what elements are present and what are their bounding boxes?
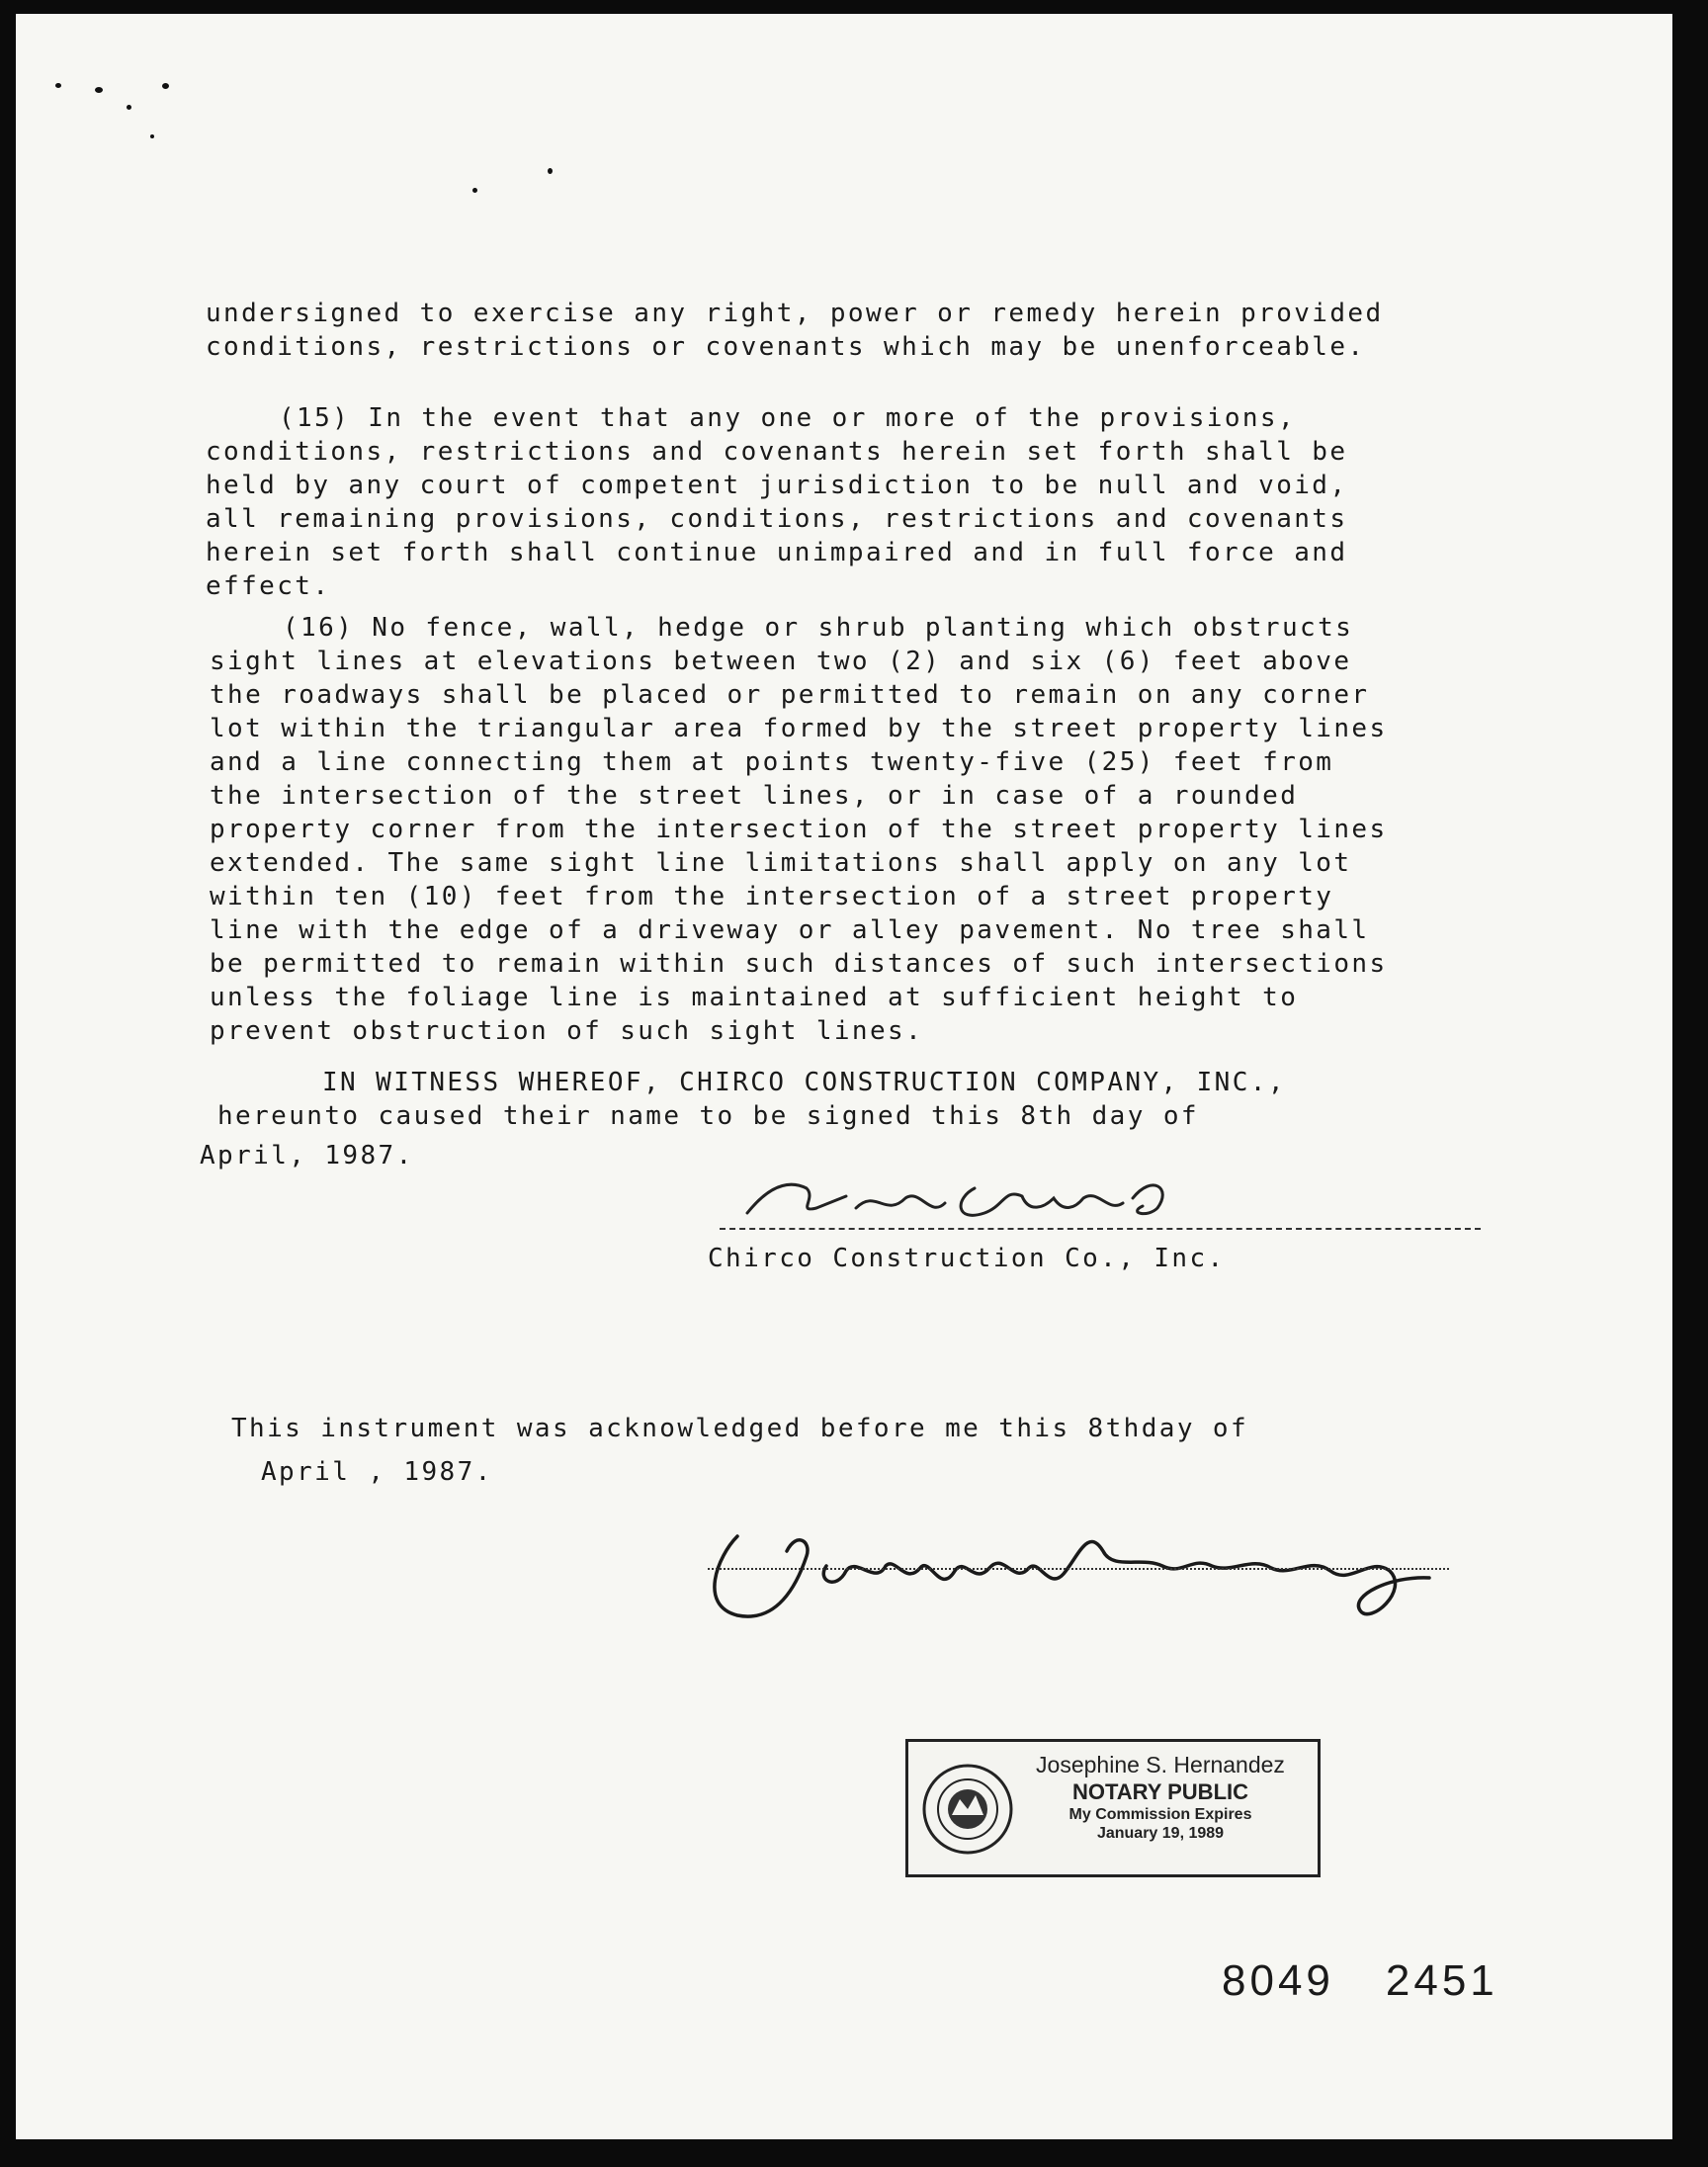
text-line: line with the edge of a driveway or alley pavement. No tree shall bbox=[210, 915, 1370, 945]
text-line: conditions, restrictions and covenants herein set forth shall be bbox=[206, 437, 1348, 467]
stamp-name: Josephine S. Hernandez bbox=[1036, 1752, 1285, 1777]
text-line: herein set forth shall continue unimpaired and in full force and bbox=[206, 538, 1348, 567]
scan-speck bbox=[162, 83, 169, 89]
company-signature-line bbox=[720, 1228, 1481, 1230]
text-line: unless the foliage line is maintained at sufficient height to bbox=[210, 983, 1299, 1012]
stamp-commission-date: January 19, 1989 bbox=[1096, 1825, 1225, 1843]
notary-signature-line bbox=[708, 1568, 1449, 1570]
text-line: undersigned to exercise any right, power or remedy herein provided bbox=[206, 299, 1384, 328]
text-line: held by any court of competent jurisdiction to be null and void, bbox=[206, 471, 1348, 500]
text-line: effect. bbox=[206, 571, 331, 601]
text-line: all remaining provisions, conditions, restrictions and covenants bbox=[206, 504, 1348, 534]
text-line: prevent obstruction of such sight lines. bbox=[210, 1016, 924, 1046]
witness-clause bbox=[214, 1066, 1286, 1133]
page-number: 2451 bbox=[1385, 1956, 1498, 2005]
acknowledgment-line: This instrument was acknowledged before me this 8thday of bbox=[231, 1414, 1249, 1443]
acknowledgment-date: April , 1987. bbox=[261, 1457, 493, 1487]
text-line: property corner from the intersection of the street property lines bbox=[210, 815, 1388, 844]
text-line: (16) No fence, wall, hedge or shrub planting which obstructs bbox=[283, 613, 1354, 643]
text-line: hereunto caused their name to be signed this 8th day of bbox=[217, 1101, 1199, 1131]
document-page bbox=[16, 14, 1672, 2139]
text-line: conditions, restrictions or covenants which may be unenforceable. bbox=[206, 332, 1366, 362]
text-line: lot within the triangular area formed by the street property lines bbox=[210, 714, 1388, 743]
scan-speck bbox=[472, 188, 477, 193]
paragraph-16 bbox=[210, 611, 1388, 1048]
company-label: Chirco Construction Co., Inc. bbox=[708, 1244, 1226, 1273]
notary-stamp bbox=[905, 1739, 1321, 1877]
notary-signature bbox=[678, 1497, 1469, 1645]
text-line: IN WITNESS WHEREOF, CHIRCO CONSTRUCTION COMPANY, INC., bbox=[322, 1068, 1286, 1097]
text-line: extended. The same sight line limitations shall apply on any lot bbox=[210, 848, 1352, 878]
paragraph-15 bbox=[206, 401, 1347, 603]
scan-speck bbox=[95, 87, 103, 93]
stamp-commission-label: My Commission Expires bbox=[1068, 1805, 1252, 1823]
scan-speck bbox=[150, 134, 154, 138]
text-line: and a line connecting them at points twenty-five (25) feet from bbox=[210, 747, 1334, 777]
notary-seal-icon bbox=[918, 1760, 1017, 1859]
text-line: be permitted to remain within such distances of such intersections bbox=[210, 949, 1388, 979]
text-line: within ten (10) feet from the intersection of a street property bbox=[210, 882, 1334, 911]
text-line: sight lines at elevations between two (2) and six (6) feet above bbox=[210, 647, 1352, 676]
stamp-text bbox=[1017, 1752, 1304, 1843]
scan-speck bbox=[127, 105, 131, 110]
witness-date: April, 1987. bbox=[200, 1141, 414, 1170]
text-line: the roadways shall be placed or permitted to remain on any corner bbox=[210, 680, 1370, 710]
company-signature bbox=[708, 1159, 1261, 1238]
text-line: the intersection of the street lines, or in case of a rounded bbox=[210, 781, 1299, 811]
continuation-paragraph bbox=[206, 297, 1384, 364]
page-numbers bbox=[1222, 1956, 1498, 2006]
book-number: 8049 bbox=[1222, 1956, 1334, 2005]
scan-speck bbox=[548, 168, 553, 174]
stamp-title: NOTARY PUBLIC bbox=[1071, 1778, 1249, 1804]
scan-speck bbox=[55, 83, 61, 88]
text-line: (15) In the event that any one or more of the provisions, bbox=[279, 403, 1297, 433]
